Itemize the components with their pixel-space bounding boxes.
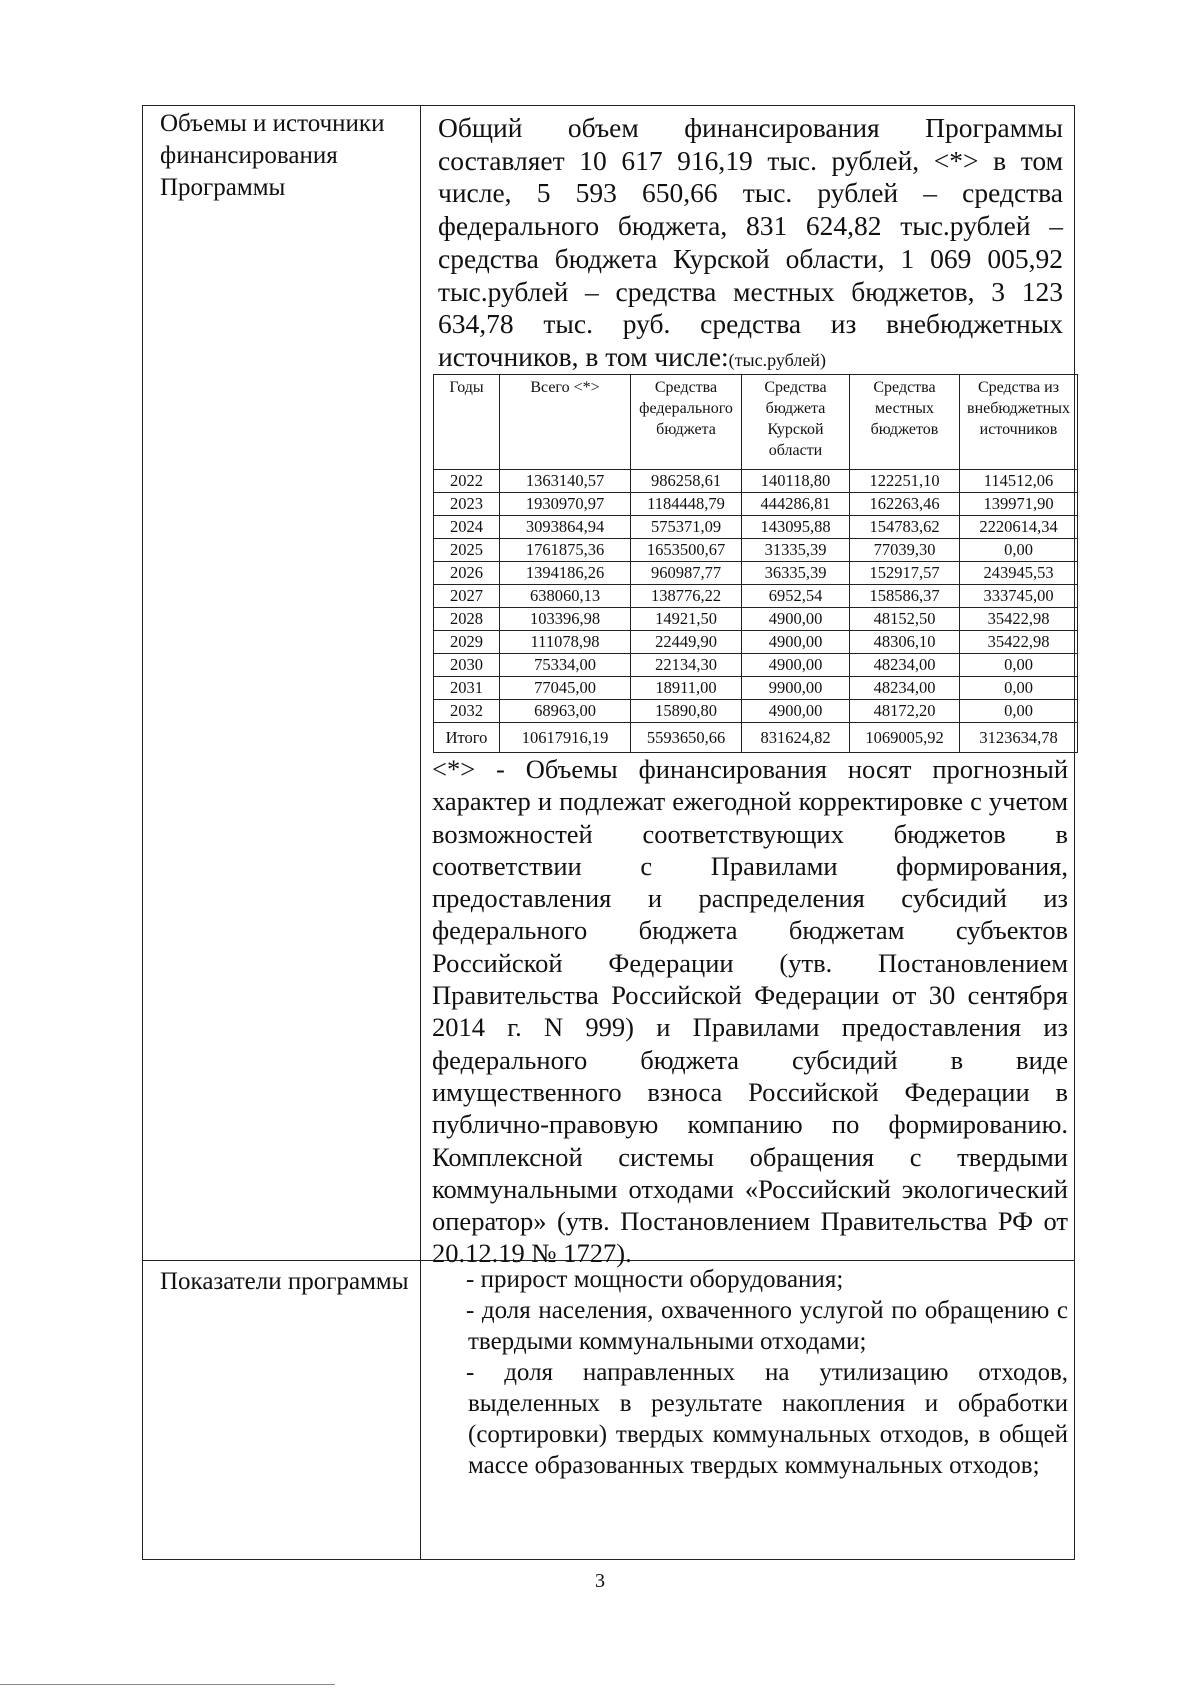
table-cell: 140118,80 (742, 470, 850, 493)
table-cell: 1930970,97 (500, 493, 631, 516)
scan-artifact-line (0, 1684, 335, 1685)
table-cell: 48152,50 (850, 608, 960, 631)
table-cell: 4900,00 (742, 700, 850, 723)
table-cell: 575371,09 (631, 516, 742, 539)
table-cell: 2024 (434, 516, 500, 539)
table-cell: 48234,00 (850, 654, 960, 677)
financing-note: <*> - Объемы финансирования носят прогнозный характер и подлежат ежегодной корректировке с учетом возможностей соответствующих бюджетов в соответствии с Правилами формирования, предоставления и распределения субсидий из федерального бюджета бюджетам субъектов Российской Федерации (утв. Постановлением Правительства Российской Федерации от 30 сентября 2014 г. N 999) и Правилами предоставления из федерального бюджета субсидий в виде имущественного взноса Российской Федерации в публично-правовую компанию по формированию. Комплексной системы обращения с твердыми коммунальными отходами «Российский экологический оператор» (утв. Постановлением Правительства РФ от 20.12.19 № 1727). (432, 754, 1068, 1269)
table-cell: 77039,30 (850, 539, 960, 562)
table-cell: 1363140,57 (500, 470, 631, 493)
table-cell: 4900,00 (742, 608, 850, 631)
header-regional: Средства бюджета Курской области (742, 375, 850, 470)
indicator-item: - доля направленных на утилизацию отходов, выделенных в результате накопления и обработки (сортировки) твердых коммунальных отходов, в общей массе образованных твердых коммунальных отходов; (466, 1359, 1068, 1479)
table-cell: 122251,10 (850, 470, 960, 493)
header-federal: Средства федерального бюджета (631, 375, 742, 470)
table-cell: 1394186,26 (500, 562, 631, 585)
table-cell: 15890,80 (631, 700, 742, 723)
table-total-row (434, 723, 1078, 753)
table-cell: 138776,22 (631, 585, 742, 608)
table-row (434, 562, 1078, 585)
table-cell: 243945,53 (960, 562, 1078, 585)
total-cell: 3123634,78 (960, 723, 1078, 753)
table-cell: 4900,00 (742, 654, 850, 677)
table-cell: 4900,00 (742, 631, 850, 654)
table-row (434, 700, 1078, 723)
table-cell: 154783,62 (850, 516, 960, 539)
table-cell: 2031 (434, 677, 500, 700)
table-cell: 1184448,79 (631, 493, 742, 516)
table-row (434, 608, 1078, 631)
table-cell: 143095,88 (742, 516, 850, 539)
table-row (434, 677, 1078, 700)
header-years: Годы (434, 375, 500, 470)
table-cell: 48234,00 (850, 677, 960, 700)
table-cell: 22449,90 (631, 631, 742, 654)
table-cell: 35422,98 (960, 608, 1078, 631)
table-cell: 0,00 (960, 700, 1078, 723)
indicator-item: - доля населения, охваченного услугой по обращению с твердыми коммунальными отходами; (466, 1297, 1068, 1355)
table-cell: 114512,06 (960, 470, 1078, 493)
indicators-label: Показатели программы (160, 1268, 409, 1295)
table-cell: 2029 (434, 631, 500, 654)
table-row (434, 516, 1078, 539)
table-cell: 18911,00 (631, 677, 742, 700)
page-number: 3 (595, 1570, 605, 1592)
table-row (434, 654, 1078, 677)
table-cell: 2220614,34 (960, 516, 1078, 539)
table-cell: 22134,30 (631, 654, 742, 677)
table-cell: 68963,00 (500, 700, 631, 723)
table-cell: 162263,46 (850, 493, 960, 516)
table-cell: 1653500,67 (631, 539, 742, 562)
table-cell: 6952,54 (742, 585, 850, 608)
table-cell: 48172,20 (850, 700, 960, 723)
indicators-list (468, 1264, 1068, 1481)
total-cell: 10617916,19 (500, 723, 631, 753)
table-cell: 152917,57 (850, 562, 960, 585)
table-cell: 333745,00 (960, 585, 1078, 608)
table-row (434, 585, 1078, 608)
table-cell: 0,00 (960, 677, 1078, 700)
table-body (434, 470, 1078, 753)
table-cell: 638060,13 (500, 585, 631, 608)
total-cell: 5593650,66 (631, 723, 742, 753)
table-cell: 35422,98 (960, 631, 1078, 654)
table-cell: 0,00 (960, 539, 1078, 562)
table-cell: 139971,90 (960, 493, 1078, 516)
table-cell: 2032 (434, 700, 500, 723)
table-row (434, 631, 1078, 654)
table-cell: 0,00 (960, 654, 1078, 677)
table-cell: 103396,98 (500, 608, 631, 631)
header-local: Средства местных бюджетов (850, 375, 960, 470)
indicator-item: - прирост мощности оборудования; (466, 1266, 844, 1293)
financing-table (433, 374, 1078, 753)
table-cell: 960987,77 (631, 562, 742, 585)
table-cell: 31335,39 (742, 539, 850, 562)
financing-label: Объемы и источники финансирования Программы (160, 110, 385, 201)
table-cell: 3093864,94 (500, 516, 631, 539)
table-cell: 14921,50 (631, 608, 742, 631)
table-cell: 2026 (434, 562, 500, 585)
table-header-row (434, 375, 1078, 470)
table-row (434, 470, 1078, 493)
table-cell: 36335,39 (742, 562, 850, 585)
table-row (434, 493, 1078, 516)
table-cell: 2023 (434, 493, 500, 516)
total-cell: Итого (434, 723, 500, 753)
financing-paragraph (438, 112, 1063, 377)
header-total: Всего <*> (500, 375, 631, 470)
header-extrabudget: Средства из внебюджетных источников (960, 375, 1078, 470)
table-cell: 2027 (434, 585, 500, 608)
table-cell: 444286,81 (742, 493, 850, 516)
table-cell: 75334,00 (500, 654, 631, 677)
table-cell: 111078,98 (500, 631, 631, 654)
table-cell: 2028 (434, 608, 500, 631)
financing-unit: (тыс.рублей) (728, 349, 826, 370)
table-cell: 2022 (434, 470, 500, 493)
financing-text: Общий объем финансирования Программы составляет 10 617 916,19 тыс. рублей, <*> в том числе, 5 593 650,66 тыс. рублей – средства федерального бюджета, 831 624,82 тыс.рублей – средства бюджета Курской области, 1 069 005,92 тыс.рублей – средства местных бюджетов, 3 123 634,78 тыс. руб. средства из внебюджетных источников, в том числе: (438, 112, 1063, 372)
table-cell: 2025 (434, 539, 500, 562)
total-cell: 831624,82 (742, 723, 850, 753)
table-row (434, 539, 1078, 562)
table-cell: 158586,37 (850, 585, 960, 608)
table-cell: 2030 (434, 654, 500, 677)
table-cell: 9900,00 (742, 677, 850, 700)
table-cell: 77045,00 (500, 677, 631, 700)
total-cell: 1069005,92 (850, 723, 960, 753)
table-cell: 986258,61 (631, 470, 742, 493)
table-cell: 48306,10 (850, 631, 960, 654)
table-cell: 1761875,36 (500, 539, 631, 562)
column-divider (420, 105, 421, 1560)
